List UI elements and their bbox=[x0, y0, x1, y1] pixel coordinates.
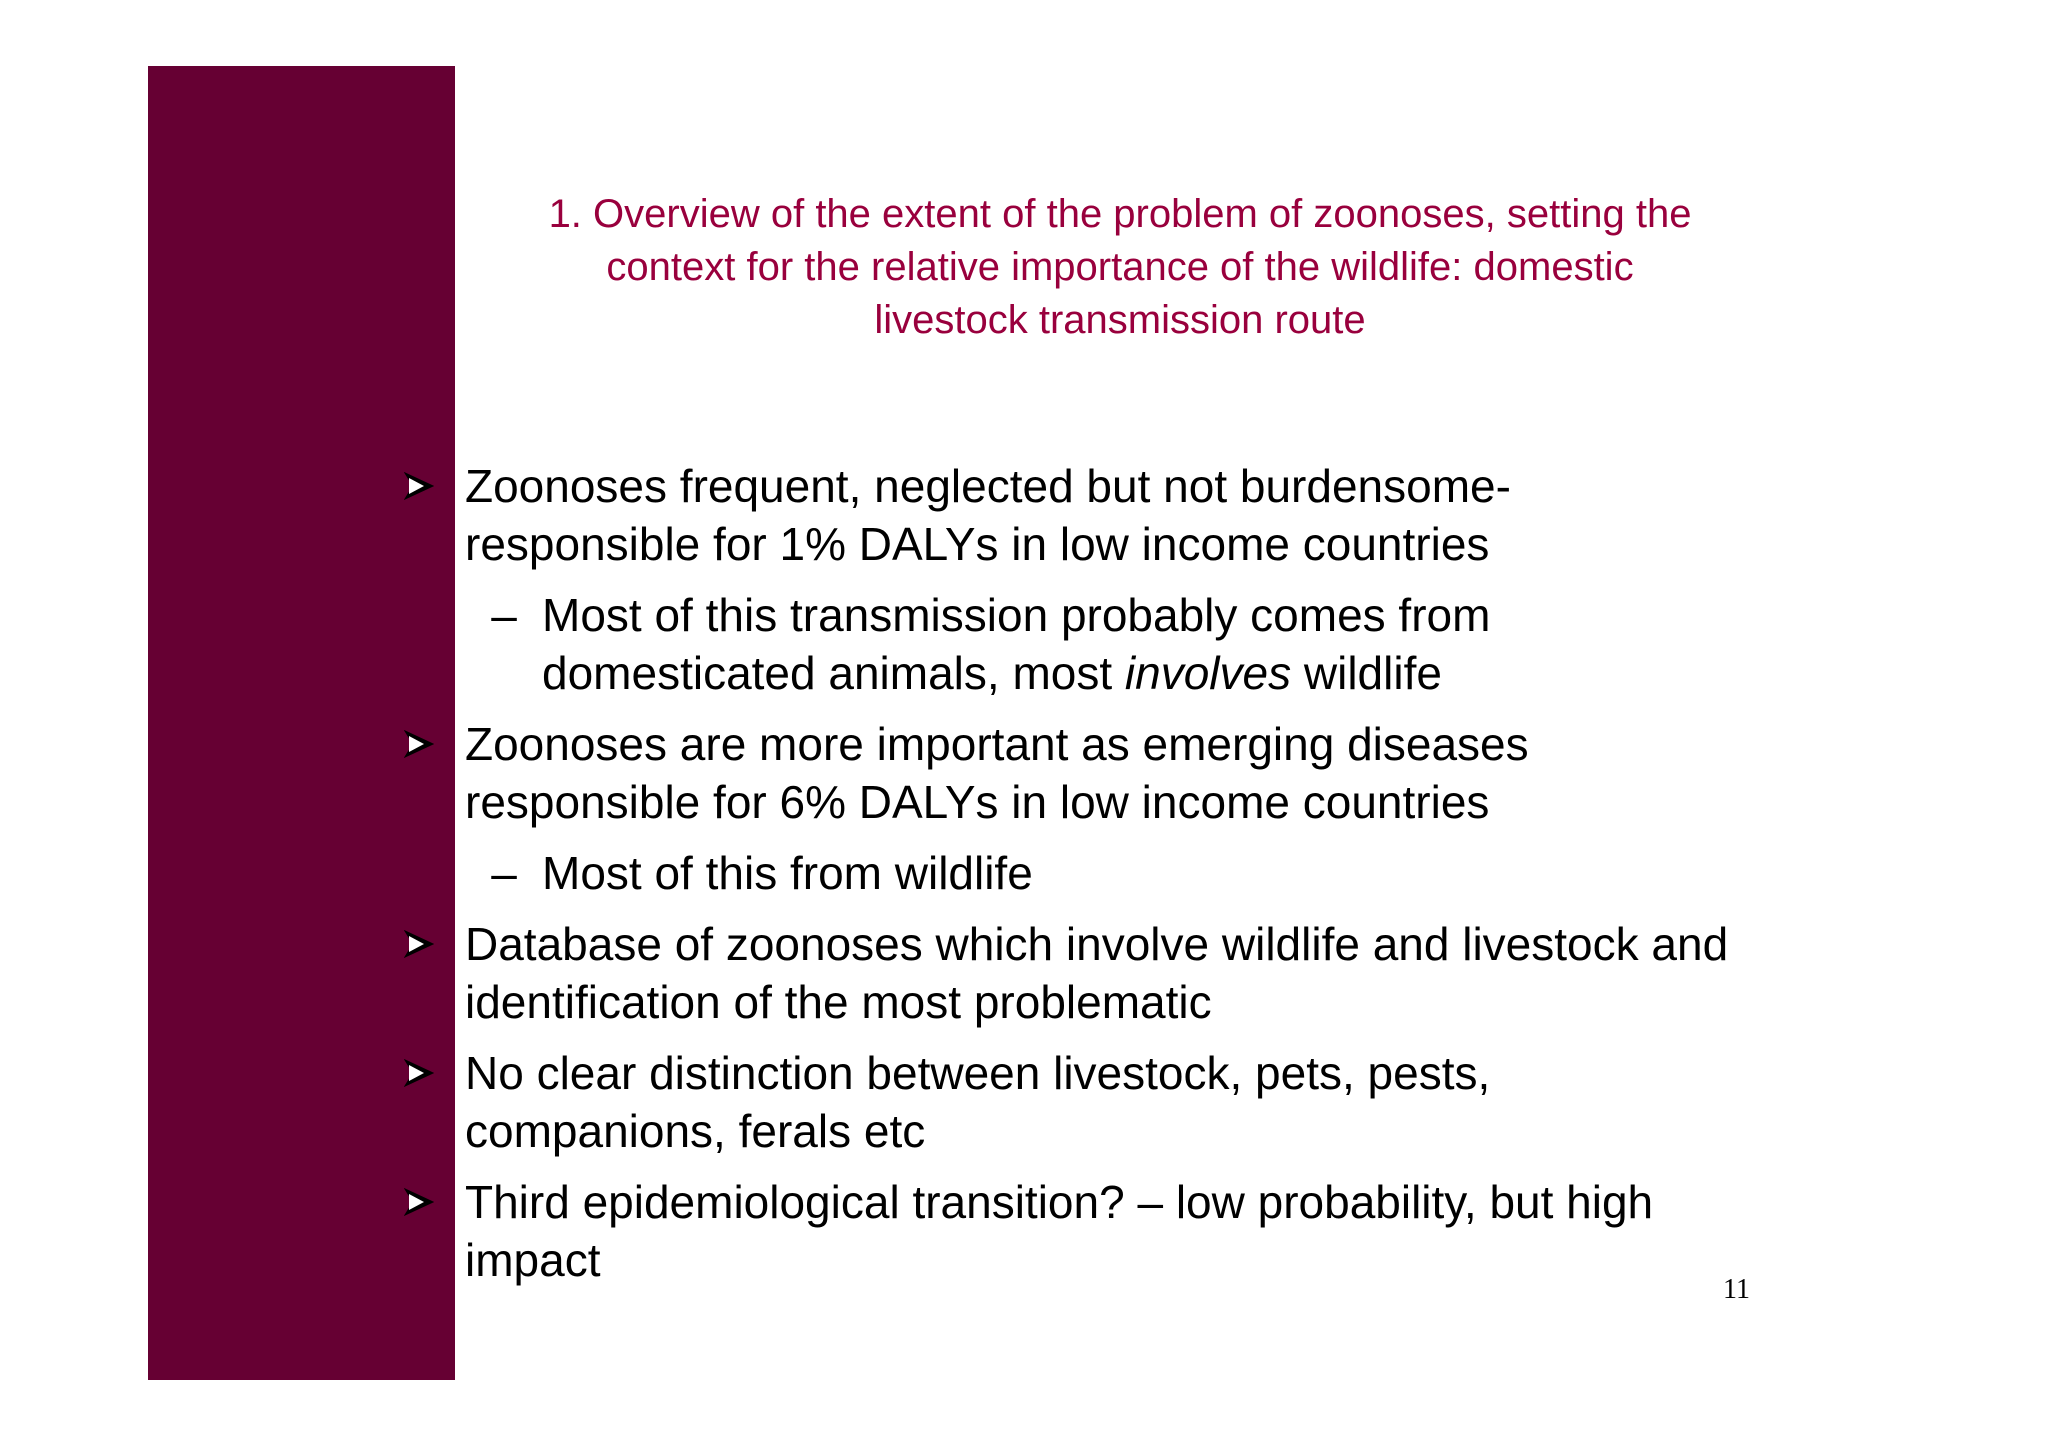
bullet-item bbox=[398, 915, 1818, 1031]
arrow-bullet-icon bbox=[398, 715, 440, 773]
bullet-item bbox=[398, 715, 1818, 831]
sub-bullet-text-part: domesticated animals, most bbox=[542, 647, 1125, 699]
bullet-text: responsible for 6% DALYs in low income countries bbox=[465, 776, 1490, 828]
arrow-bullet-icon bbox=[398, 915, 440, 973]
bullet-text: identification of the most problematic bbox=[465, 976, 1212, 1028]
slide-title bbox=[470, 188, 1770, 347]
dash-bullet: – bbox=[491, 589, 517, 641]
bullet-text: companions, ferals etc bbox=[465, 1105, 926, 1157]
arrow-bullet-icon bbox=[398, 457, 440, 515]
dash-bullet: – bbox=[491, 847, 517, 899]
sub-bullet-emphasis: involves bbox=[1124, 647, 1292, 699]
bullet-text: Database of zoonoses which involve wildlife and livestock and bbox=[465, 918, 1729, 970]
sub-bullet-text-part: wildlife bbox=[1291, 647, 1442, 699]
sub-bullet-text: Most of this transmission probably comes from bbox=[542, 589, 1491, 641]
sub-bullet-item bbox=[398, 586, 1818, 702]
arrow-bullet-icon bbox=[398, 1173, 440, 1231]
bullet-item bbox=[398, 1173, 1818, 1289]
bullet-text: Zoonoses are more important as emerging diseases bbox=[465, 718, 1529, 770]
bullet-text: Zoonoses frequent, neglected but not burdensome- bbox=[465, 460, 1511, 512]
sub-bullet-text: Most of this from wildlife bbox=[542, 847, 1033, 899]
bullet-text: impact bbox=[465, 1234, 601, 1286]
title-line: context for the relative importance of the wildlife: domestic bbox=[606, 245, 1634, 289]
sub-bullet-text bbox=[542, 644, 1818, 702]
bullet-item bbox=[398, 457, 1818, 573]
title-line: livestock transmission route bbox=[874, 298, 1366, 342]
bullet-list bbox=[398, 457, 1818, 1289]
arrow-bullet-icon bbox=[398, 1044, 440, 1102]
bullet-text: No clear distinction between livestock, pets, pests, bbox=[465, 1047, 1491, 1099]
page-number: 11 bbox=[1723, 1274, 1750, 1305]
title-line: 1. Overview of the extent of the problem of zoonoses, setting the bbox=[548, 192, 1692, 236]
sub-bullet-item bbox=[398, 844, 1818, 902]
bullet-text: responsible for 1% DALYs in low income countries bbox=[465, 518, 1490, 570]
bullet-text: Third epidemiological transition? – low probability, but high bbox=[465, 1176, 1654, 1228]
bullet-item bbox=[398, 1044, 1818, 1160]
